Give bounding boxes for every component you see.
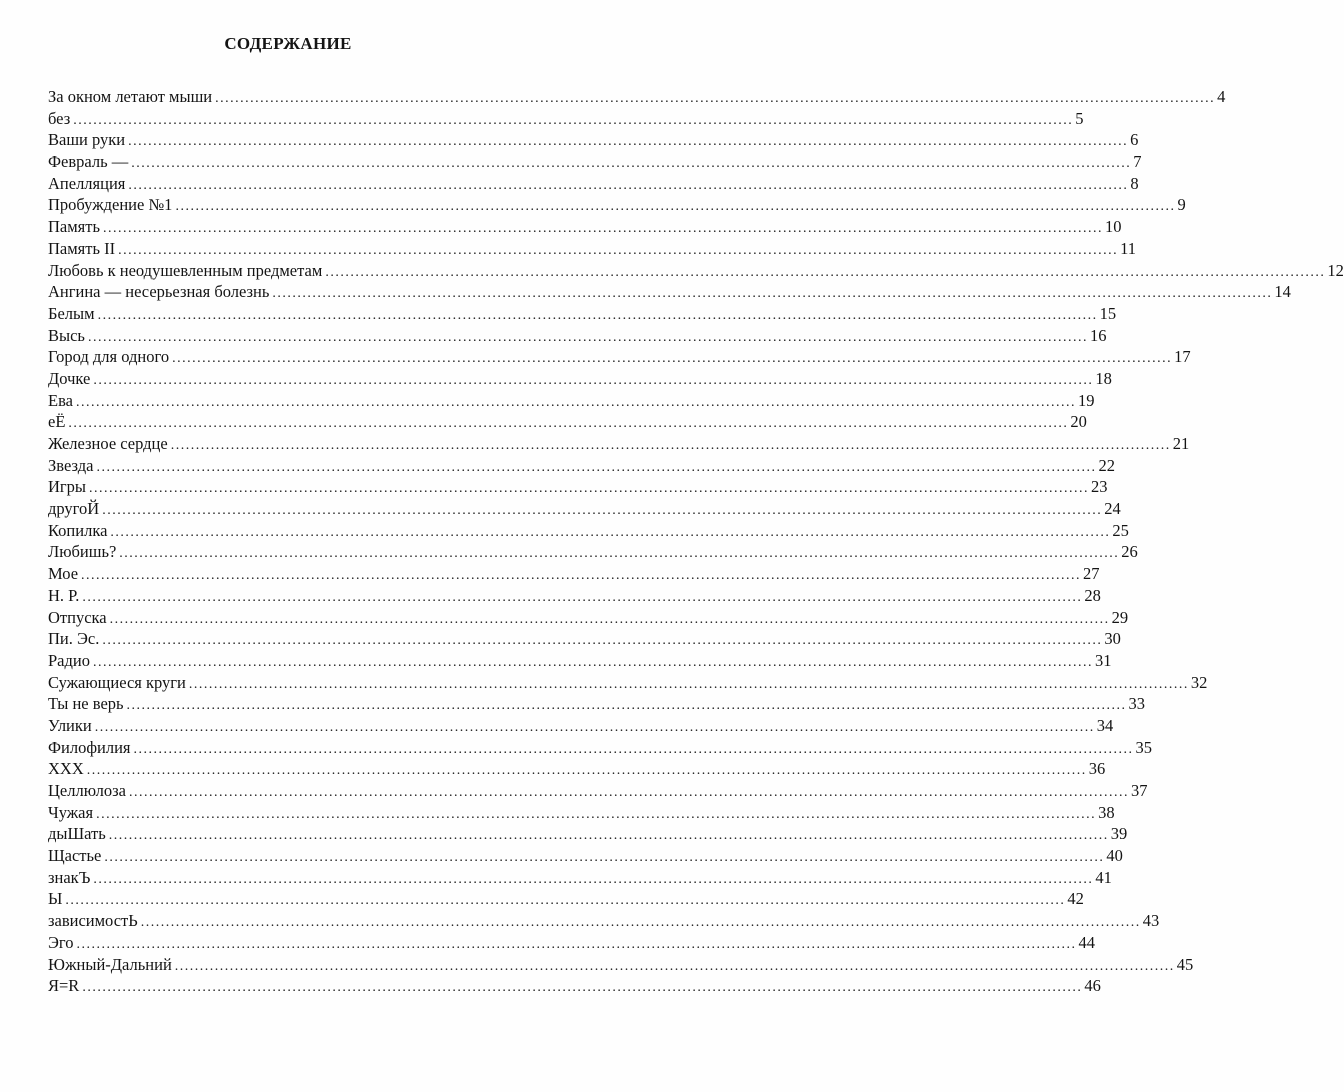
toc-entry <box>48 954 1194 976</box>
toc-entry-title: зависимостЬ <box>48 911 138 931</box>
toc-dot-leader: ........................................................................................................................................................................................................ <box>174 958 1175 974</box>
toc-dot-leader: ........................................................................................................................................................................................................ <box>325 264 1326 280</box>
toc-entry <box>48 455 1115 477</box>
toc-entry-page-number: 34 <box>1096 715 1114 735</box>
toc-entry <box>48 585 1101 607</box>
toc-dot-leader: ........................................................................................................................................................................................................ <box>131 156 1132 172</box>
toc-entry-title: Белым <box>48 303 95 323</box>
toc-entry-page-number: 9 <box>1177 195 1186 215</box>
toc-entry-page-number: 17 <box>1174 347 1191 367</box>
toc-entry-page-number: 19 <box>1077 390 1095 410</box>
toc-dot-leader: ........................................................................................................................................................................................................ <box>170 438 1171 453</box>
toc-entry-page-number: 36 <box>1088 759 1106 779</box>
toc-entry-page-number: 45 <box>1176 954 1194 974</box>
toc-dot-leader: ........................................................................................................................................................................................................ <box>188 676 1189 692</box>
toc-entry <box>48 346 1191 368</box>
toc-entry-title: еЁ <box>48 412 66 432</box>
toc-entry <box>48 693 1146 715</box>
table-of-contents <box>48 86 1344 997</box>
toc-entry-page-number: 32 <box>1190 672 1208 692</box>
toc-dot-leader: ........................................................................................................................................................................................................ <box>76 936 1077 952</box>
page-title: СОДЕРЖАНИЕ <box>224 34 352 53</box>
toc-entry-page-number: 8 <box>1130 173 1139 193</box>
toc-entry-page-number: 25 <box>1112 520 1129 540</box>
toc-entry <box>48 802 1115 824</box>
toc-entry-title: Ваши руки <box>48 130 126 150</box>
toc-entry <box>48 520 1129 542</box>
toc-entry-title: без <box>48 108 71 128</box>
toc-entry <box>48 910 1160 932</box>
toc-entry-page-number: 4 <box>1217 87 1226 106</box>
toc-entry-title: Эго <box>48 932 74 952</box>
toc-dot-leader: ........................................................................................................................................................................................................ <box>108 828 1109 844</box>
toc-entry-title: Мое <box>48 564 79 584</box>
toc-entry-title: XXX <box>48 759 84 779</box>
toc-dot-leader: ........................................................................................................................................................................................................ <box>89 481 1090 497</box>
toc-dot-leader: ........................................................................................................................................................................................................ <box>81 568 1082 584</box>
toc-entry <box>48 173 1139 195</box>
toc-entry <box>48 281 1291 303</box>
toc-entry-page-number: 27 <box>1083 564 1100 584</box>
toc-entry <box>48 411 1087 433</box>
toc-dot-leader: ........................................................................................................................................................................................................ <box>175 199 1176 215</box>
toc-entry-title: Филофилия <box>48 737 131 757</box>
toc-entry-title: Любишь? <box>48 542 117 562</box>
toc-dot-leader: ........................................................................................................................................................................................................ <box>126 698 1127 714</box>
toc-entry <box>48 108 1084 130</box>
toc-dot-leader: ........................................................................................................................................................................................................ <box>82 980 1083 996</box>
toc-dot-leader: ........................................................................................................................................................................................................ <box>119 546 1120 562</box>
toc-entry <box>48 325 1107 347</box>
toc-entry-page-number: 43 <box>1142 911 1160 931</box>
toc-dot-leader: ........................................................................................................................................................................................................ <box>97 307 1098 323</box>
toc-entry <box>48 650 1112 672</box>
toc-entry-page-number: 35 <box>1135 737 1153 757</box>
toc-entry-title: Ты не верь <box>48 694 124 714</box>
toc-entry-page-number: 28 <box>1084 585 1101 605</box>
toc-dot-leader: ........................................................................................................................................................................................................ <box>172 351 1173 367</box>
toc-entry <box>48 476 1108 498</box>
toc-entry-title: дыШать <box>48 824 106 844</box>
toc-entry-title: Сужающиеся круги <box>48 672 186 692</box>
toc-entry-page-number: 26 <box>1121 542 1138 562</box>
toc-entry-page-number: 15 <box>1099 303 1117 323</box>
toc-entry-page-number: 22 <box>1098 455 1115 475</box>
toc-entry-page-number: 12 <box>1327 260 1344 280</box>
toc-entry-page-number: 5 <box>1075 108 1084 128</box>
toc-entry <box>48 628 1121 650</box>
toc-dot-leader: ........................................................................................................................................................................................................ <box>102 633 1103 649</box>
toc-entry-title: Февраль — <box>48 152 129 172</box>
toc-entry <box>48 541 1138 563</box>
toc-entry-title: Память <box>48 217 101 237</box>
toc-entry <box>48 607 1129 629</box>
toc-entry-title: Щастье <box>48 846 102 866</box>
toc-dot-leader: ........................................................................................................................................................................................................ <box>87 329 1088 345</box>
toc-entry <box>48 498 1121 520</box>
toc-dot-leader: ........................................................................................................................................................................................................ <box>65 893 1066 909</box>
toc-dot-leader: ........................................................................................................................................................................................................ <box>104 850 1105 866</box>
toc-entry-page-number: 16 <box>1089 325 1107 345</box>
toc-dot-leader: ........................................................................................................................................................................................................ <box>68 416 1069 432</box>
toc-entry-page-number: 38 <box>1098 802 1115 822</box>
toc-entry-page-number: 42 <box>1067 889 1084 909</box>
toc-dot-leader: ........................................................................................................................................................................................................ <box>103 221 1104 237</box>
toc-entry <box>48 86 1226 108</box>
toc-entry <box>48 845 1123 867</box>
toc-entry <box>48 260 1344 282</box>
toc-entry-page-number: 11 <box>1120 238 1137 258</box>
toc-entry-title: Ы <box>48 889 63 909</box>
toc-entry-title: Город для одного <box>48 347 170 367</box>
toc-dot-leader: ........................................................................................................................................................................................................ <box>118 242 1119 258</box>
toc-dot-leader: ........................................................................................................................................................................................................ <box>93 871 1094 887</box>
toc-entry <box>48 216 1122 238</box>
toc-dot-leader: ........................................................................................................................................................................................................ <box>128 134 1129 150</box>
toc-entry-title: Ева <box>48 390 73 410</box>
toc-entry <box>48 151 1142 173</box>
toc-dot-leader: ........................................................................................................................................................................................................ <box>73 112 1074 128</box>
toc-entry-title: Память II <box>48 238 116 258</box>
toc-entry-title: Целлюлоза <box>48 781 126 800</box>
toc-dot-leader: ........................................................................................................................................................................................................ <box>110 524 1111 540</box>
toc-dot-leader: ........................................................................................................................................................................................................ <box>128 785 1129 800</box>
toc-dot-leader: ........................................................................................................................................................................................................ <box>215 91 1216 106</box>
toc-entry <box>48 433 1190 455</box>
toc-entry <box>48 368 1112 390</box>
toc-entry-page-number: 33 <box>1128 694 1146 714</box>
toc-dot-leader: ........................................................................................................................................................................................................ <box>140 915 1141 931</box>
toc-entry <box>48 888 1084 910</box>
toc-entry-title: За окном летают мыши <box>48 87 213 106</box>
toc-entry-page-number: 46 <box>1084 976 1101 996</box>
toc-entry <box>48 758 1106 780</box>
toc-entry <box>48 563 1100 585</box>
toc-entry <box>48 672 1208 694</box>
toc-dot-leader: ........................................................................................................................................................................................................ <box>93 372 1094 388</box>
toc-entry <box>48 194 1186 216</box>
toc-entry-page-number: 41 <box>1095 867 1112 887</box>
toc-entry-page-number: 24 <box>1104 499 1121 519</box>
toc-entry-title: Игры <box>48 477 87 497</box>
toc-entry-title: знакЪ <box>48 867 91 887</box>
toc-entry <box>48 238 1137 260</box>
toc-entry-page-number: 6 <box>1130 130 1139 150</box>
toc-entry-title: Железное сердце <box>48 434 168 453</box>
toc-entry-title: Радио <box>48 650 90 670</box>
toc-entry <box>48 390 1095 412</box>
toc-dot-leader: ........................................................................................................................................................................................................ <box>109 611 1110 627</box>
toc-entry-title: Отпуска <box>48 607 107 627</box>
toc-entry-page-number: 14 <box>1274 282 1291 302</box>
toc-entry-page-number: 10 <box>1105 217 1122 237</box>
toc-entry-title: Н. Р. <box>48 585 80 605</box>
toc-dot-leader: ........................................................................................................................................................................................................ <box>96 806 1097 822</box>
toc-entry <box>48 823 1128 845</box>
toc-entry-title: Пробуждение №1 <box>48 195 173 215</box>
toc-entry-title: Южный-Дальний <box>48 954 172 974</box>
toc-entry <box>48 737 1153 759</box>
toc-entry-title: Чужая <box>48 802 94 822</box>
toc-entry-page-number: 44 <box>1078 932 1095 952</box>
toc-entry-title: Звезда <box>48 455 94 475</box>
toc-entry <box>48 129 1139 151</box>
toc-dot-leader: ........................................................................................................................................................................................................ <box>102 503 1103 519</box>
toc-dot-leader: ........................................................................................................................................................................................................ <box>75 394 1076 410</box>
toc-entry-page-number: 23 <box>1091 477 1108 497</box>
toc-entry-title: другоЙ <box>48 499 100 519</box>
toc-entry-page-number: 18 <box>1095 368 1112 388</box>
toc-entry-page-number: 29 <box>1111 607 1129 627</box>
toc-entry-page-number: 20 <box>1070 412 1087 432</box>
toc-entry-page-number: 7 <box>1133 152 1142 172</box>
toc-dot-leader: ........................................................................................................................................................................................................ <box>272 286 1273 302</box>
toc-entry-page-number: 30 <box>1104 629 1121 649</box>
toc-entry <box>48 303 1117 325</box>
toc-dot-leader: ........................................................................................................................................................................................................ <box>92 654 1093 670</box>
toc-entry-title: Высь <box>48 325 85 345</box>
toc-entry-page-number: 21 <box>1172 434 1190 453</box>
toc-entry-title: Любовь к неодушевленным предметам <box>48 260 323 280</box>
toc-entry <box>48 867 1112 889</box>
toc-entry <box>48 780 1148 802</box>
toc-dot-leader: ........................................................................................................................................................................................................ <box>128 177 1129 193</box>
toc-entry-title: Улики <box>48 715 92 735</box>
toc-entry-title: Апелляция <box>48 173 126 193</box>
toc-entry-page-number: 37 <box>1130 781 1148 800</box>
toc-entry <box>48 975 1101 997</box>
toc-entry <box>48 932 1095 954</box>
toc-entry-title: Дочке <box>48 368 91 388</box>
toc-entry-title: Я=R <box>48 976 80 996</box>
toc-entry-title: Пи. Эс. <box>48 629 100 649</box>
toc-entry-title: Копилка <box>48 520 108 540</box>
toc-dot-leader: ........................................................................................................................................................................................................ <box>86 763 1087 779</box>
toc-entry-page-number: 40 <box>1106 846 1123 866</box>
toc-entry-page-number: 31 <box>1094 650 1112 670</box>
toc-entry <box>48 715 1114 737</box>
toc-entry-title: Ангина — несерьезная болезнь <box>48 282 270 302</box>
toc-dot-leader: ........................................................................................................................................................................................................ <box>82 589 1083 605</box>
toc-dot-leader: ........................................................................................................................................................................................................ <box>94 719 1095 735</box>
toc-dot-leader: ........................................................................................................................................................................................................ <box>96 459 1097 475</box>
toc-entry-page-number: 39 <box>1110 824 1128 844</box>
toc-dot-leader: ........................................................................................................................................................................................................ <box>133 741 1134 757</box>
